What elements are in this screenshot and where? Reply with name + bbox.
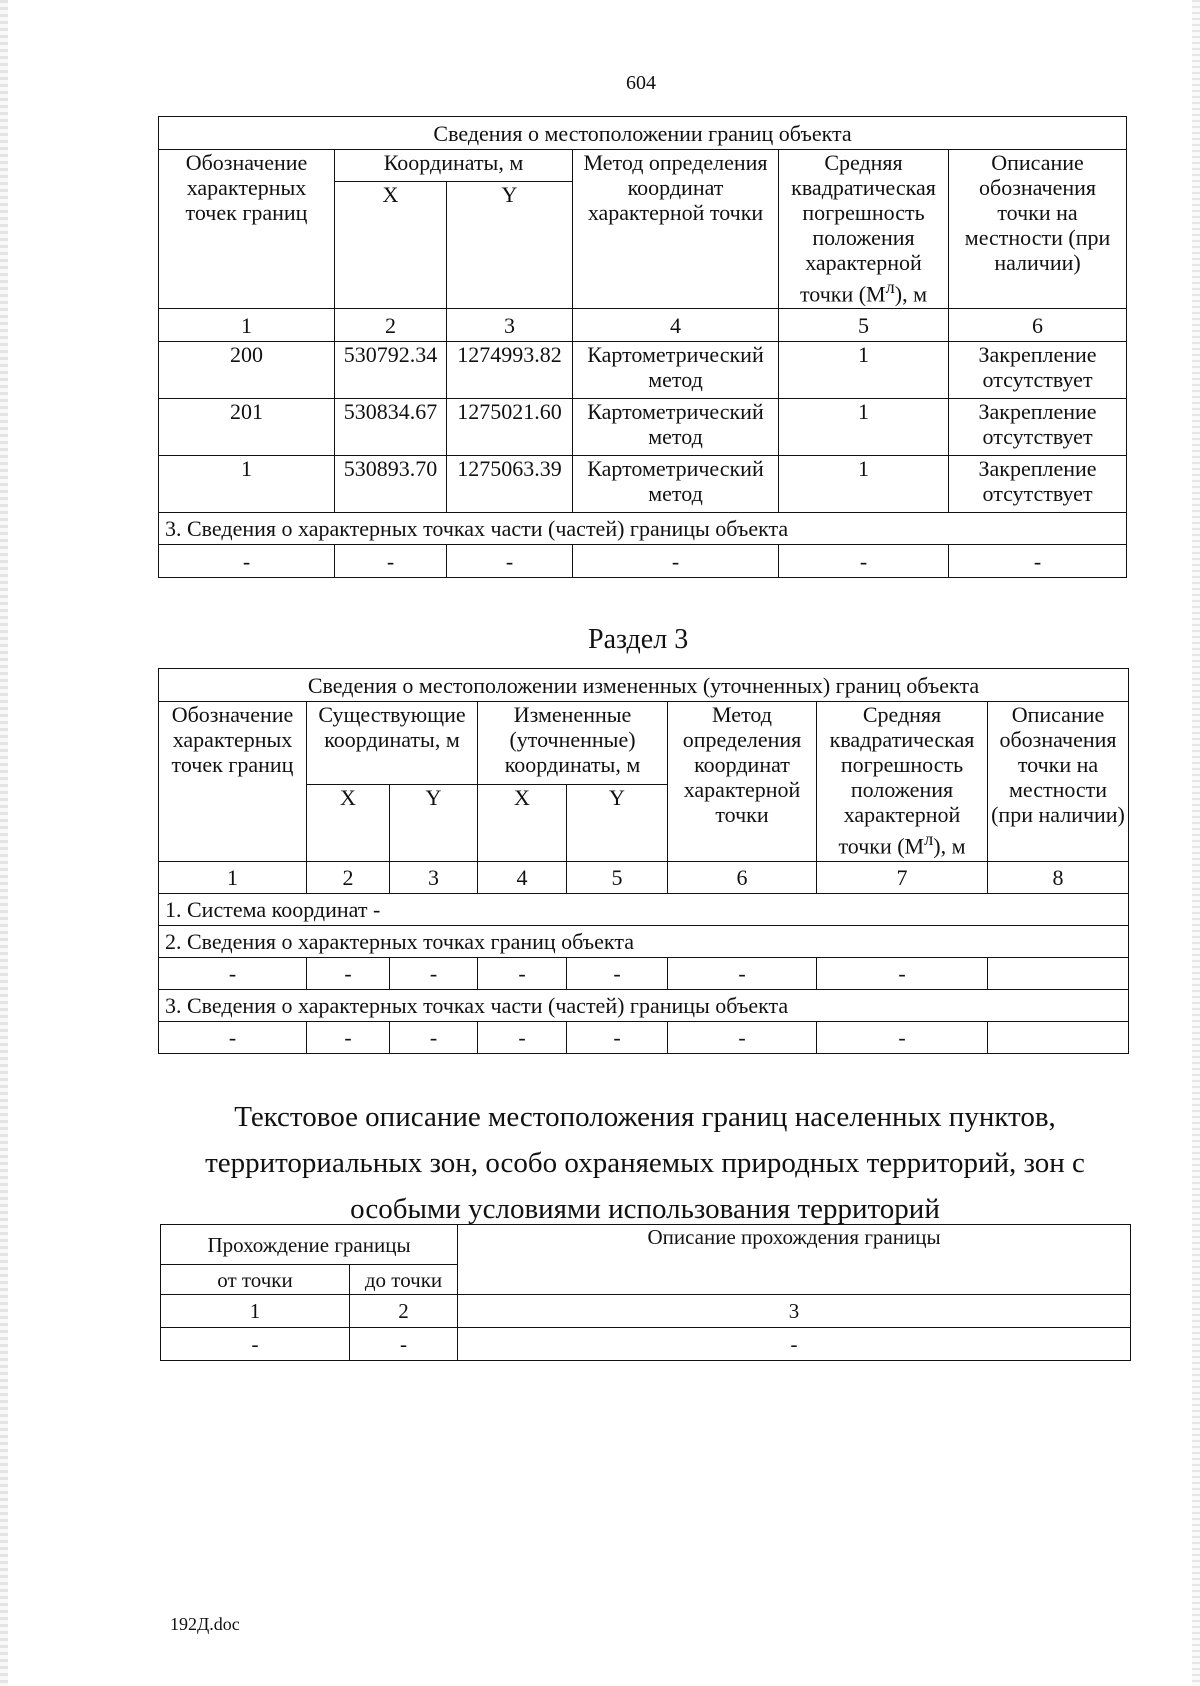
header-y: Y — [447, 182, 573, 309]
header-y: Y — [567, 785, 668, 862]
col-number: 4 — [573, 309, 779, 342]
header-point: Обозначение характерных точек границ — [159, 702, 307, 862]
table-title: Сведения о местоположении измененных (уточненных) границ объекта — [159, 669, 1129, 702]
empty-cell: - — [668, 1022, 817, 1054]
empty-cell: - — [779, 545, 949, 578]
header-error: Средняя квадратическая погрешность положения характерной точки $(М^л)$, м — [779, 150, 949, 309]
footer-filename: 192Д.doc — [170, 1614, 240, 1634]
empty-cell: - — [350, 1328, 458, 1361]
col-number: 2 — [307, 862, 390, 894]
col-number: 4 — [478, 862, 567, 894]
cell-method: Картометрический метод — [573, 342, 779, 399]
cell-error: 1 — [779, 342, 949, 399]
cell-method: Картометрический метод — [573, 399, 779, 456]
empty-cell: - — [668, 958, 817, 990]
empty-cell — [988, 1022, 1129, 1054]
cell-method: Картометрический метод — [573, 456, 779, 513]
table-row — [159, 399, 1127, 456]
empty-cell: - — [817, 1022, 988, 1054]
section-label: 3. Сведения о характерных точках части (частей) границы объекта — [159, 513, 1127, 545]
header-point: Обозначение характерных точек границ — [159, 150, 335, 309]
header-method: Метод определения координат характерной точки — [668, 702, 817, 862]
col-number: 3 — [390, 862, 478, 894]
empty-cell: - — [573, 545, 779, 578]
section-label: 3. Сведения о характерных точках части (частей) границы объекта — [159, 990, 1129, 1022]
section-label: 2. Сведения о характерных точках границ объекта — [159, 926, 1129, 958]
empty-cell: - — [949, 545, 1127, 578]
cell-point: 1 — [159, 456, 335, 513]
col-number: 5 — [779, 309, 949, 342]
table-row — [159, 958, 1129, 990]
empty-cell: - — [447, 545, 573, 578]
header-x: X — [307, 785, 390, 862]
changed-boundary-table — [158, 668, 1129, 1054]
empty-cell: - — [478, 1022, 567, 1054]
table-row — [159, 456, 1127, 513]
header-from-point: от точки — [161, 1265, 350, 1295]
empty-cell: - — [335, 545, 447, 578]
header-description: Описание обозначения точки на местности (при наличии) — [949, 150, 1127, 309]
header-x: X — [335, 182, 447, 309]
cell-x: 530893.70 — [335, 456, 447, 513]
page-number: 604 — [626, 72, 656, 94]
empty-cell: - — [159, 545, 335, 578]
header-passage: Прохождение границы — [161, 1225, 458, 1265]
cell-description: Закрепление отсутствует — [949, 399, 1127, 456]
empty-cell — [988, 958, 1129, 990]
cell-x: 530792.34 — [335, 342, 447, 399]
cell-point: 200 — [159, 342, 335, 399]
header-method: Метод определения координат характерной точки — [573, 150, 779, 309]
cell-description: Закрепление отсутствует — [949, 342, 1127, 399]
cell-y: 1275021.60 — [447, 399, 573, 456]
empty-cell: - — [159, 1022, 307, 1054]
col-number: 1 — [159, 309, 335, 342]
scan-edge-left — [0, 0, 8, 1686]
boundary-location-table — [158, 116, 1127, 578]
header-description: Описание обозначения точки на местности (при наличии) — [988, 702, 1129, 862]
header-x: X — [478, 785, 567, 862]
table-row — [159, 545, 1127, 578]
cell-description: Закрепление отсутствует — [949, 456, 1127, 513]
empty-cell: - — [390, 1022, 478, 1054]
empty-cell: - — [567, 958, 668, 990]
cell-y: 1275063.39 — [447, 456, 573, 513]
table-row — [161, 1328, 1131, 1361]
col-number: 1 — [161, 1295, 350, 1328]
col-number: 3 — [458, 1295, 1131, 1328]
coordinate-system-label: 1. Система координат - — [159, 894, 1129, 926]
empty-cell: - — [390, 958, 478, 990]
empty-cell: - — [817, 958, 988, 990]
header-to-point: до точки — [350, 1265, 458, 1295]
scan-edge-right — [1192, 0, 1200, 1686]
col-number: 3 — [447, 309, 573, 342]
header-changed: Измененные (уточненные) координаты, м — [478, 702, 668, 785]
cell-error: 1 — [779, 456, 949, 513]
empty-cell: - — [567, 1022, 668, 1054]
col-number: 5 — [567, 862, 668, 894]
empty-cell: - — [458, 1328, 1131, 1361]
col-number: 8 — [988, 862, 1129, 894]
empty-cell: - — [161, 1328, 350, 1361]
cell-x: 530834.67 — [335, 399, 447, 456]
empty-cell: - — [307, 1022, 390, 1054]
cell-error: 1 — [779, 399, 949, 456]
table-title: Сведения о местоположении границ объекта — [159, 117, 1127, 150]
text-description-heading: Текстовое описание местоположения границ населенных пунктов, территориальных зон, особо охраняемых природных территорий, зон с особыми условиями использования территорий — [205, 1101, 1085, 1225]
header-coords: Координаты, м — [335, 150, 573, 182]
header-description: Описание прохождения границы — [458, 1225, 1131, 1295]
header-existing: Существующие координаты, м — [307, 702, 478, 785]
col-number: 6 — [949, 309, 1127, 342]
col-number: 2 — [335, 309, 447, 342]
section-heading: Раздел 3 — [588, 624, 689, 655]
empty-cell: - — [159, 958, 307, 990]
empty-cell: - — [307, 958, 390, 990]
empty-cell: - — [478, 958, 567, 990]
table-row — [159, 1022, 1129, 1054]
table-row — [159, 342, 1127, 399]
header-error: Средняя квадратическая погрешность положения характерной точки $(М^л)$, м — [817, 702, 988, 862]
cell-point: 201 — [159, 399, 335, 456]
header-y: Y — [390, 785, 478, 862]
cell-y: 1274993.82 — [447, 342, 573, 399]
col-number: 6 — [668, 862, 817, 894]
boundary-passage-table — [160, 1224, 1131, 1361]
col-number: 7 — [817, 862, 988, 894]
col-number: 2 — [350, 1295, 458, 1328]
col-number: 1 — [159, 862, 307, 894]
